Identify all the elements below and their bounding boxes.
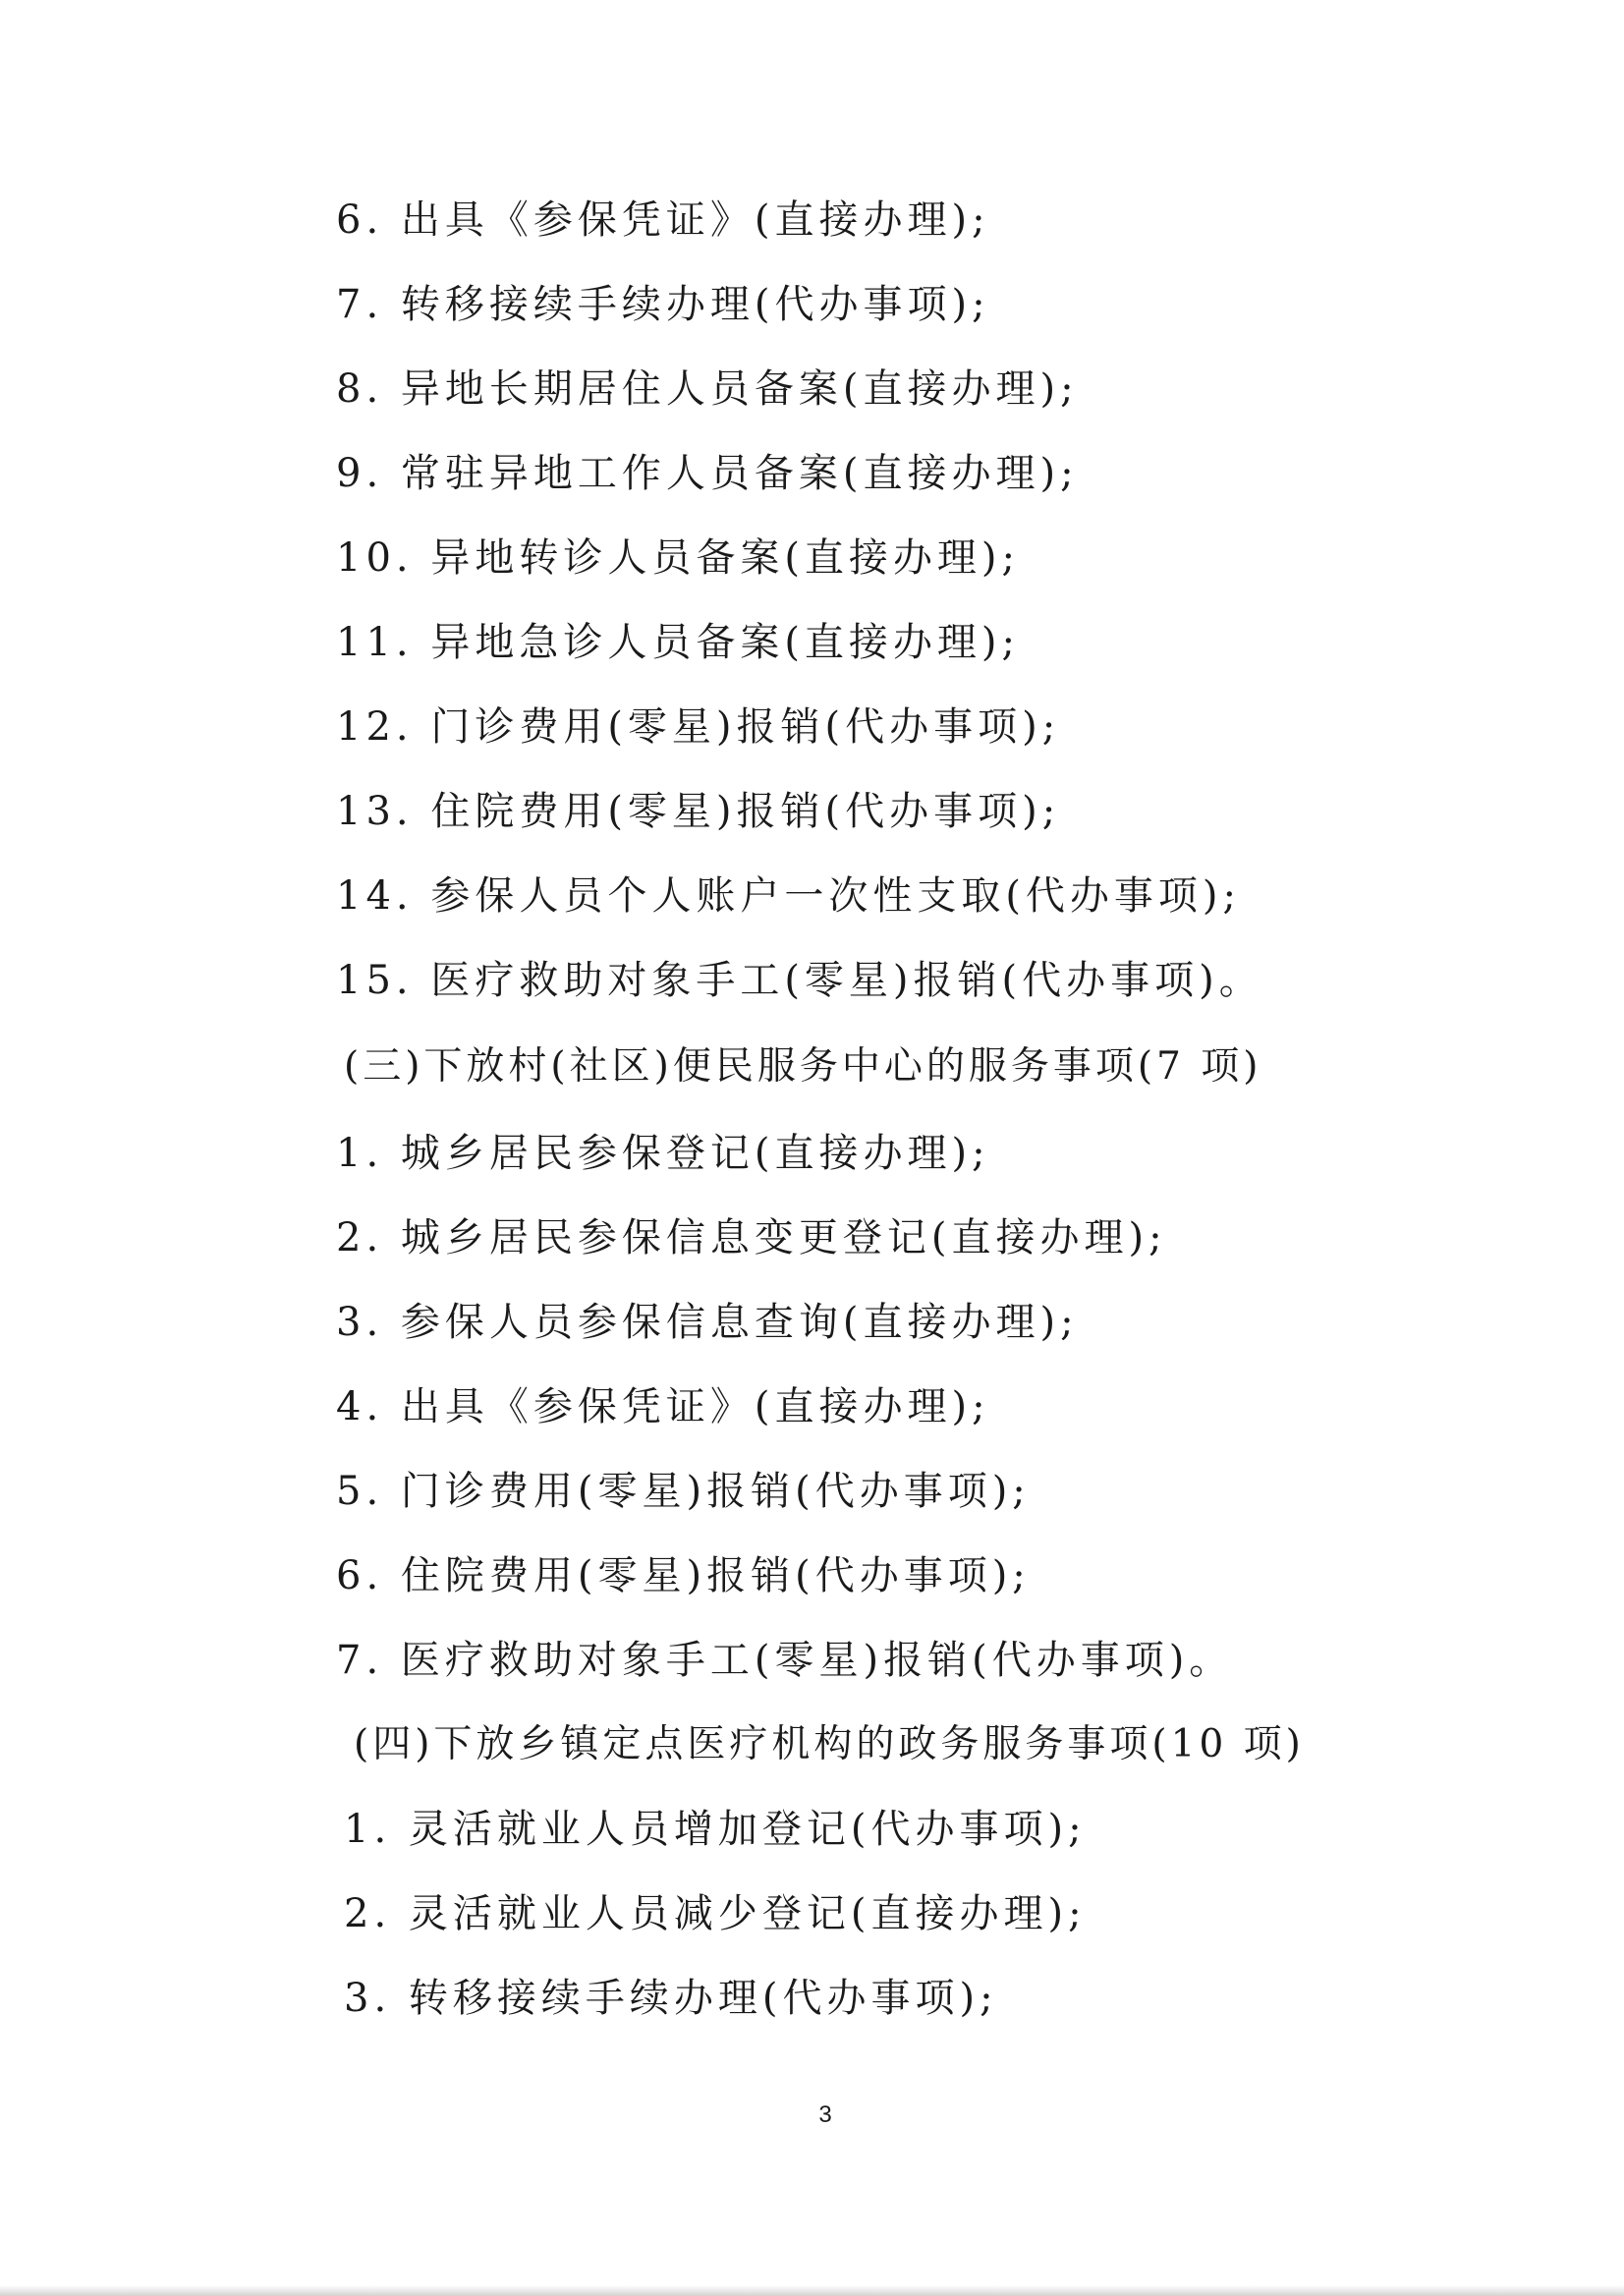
list-item: 2. 城乡居民参保信息变更登记(直接办理);	[336, 1215, 1167, 1260]
list-item: 4. 出具《参保凭证》(直接办理);	[336, 1384, 990, 1429]
list-item: 6. 出具《参保凭证》(直接办理);	[336, 197, 990, 243]
list-item: 10. 异地转诊人员备案(直接办理);	[336, 535, 1021, 581]
page-number: 3	[818, 2101, 832, 2128]
list-item: 7. 转移接续手续办理(代办事项);	[336, 282, 990, 327]
list-item: 5. 门诊费用(零星)报销(代办事项);	[336, 1469, 1031, 1514]
list-item: 7. 医疗救助对象手工(零星)报销(代办事项)。	[336, 1638, 1234, 1683]
list-item: 8. 异地长期居住人员备案(直接办理);	[336, 366, 1079, 412]
list-item: 3. 参保人员参保信息查询(直接办理);	[336, 1300, 1079, 1345]
list-item: 3. 转移接续手续办理(代办事项);	[344, 1976, 998, 2021]
list-item: 9. 常驻异地工作人员备案(直接办理);	[336, 451, 1079, 496]
list-item: 6. 住院费用(零星)报销(代办事项);	[336, 1553, 1031, 1598]
section-heading: (四)下放乡镇定点医疗机构的政务服务事项(10 项)	[354, 1722, 1305, 1766]
scan-bottom-edge	[0, 2285, 1624, 2295]
list-item: 14. 参保人员个人账户一次性支取(代办事项);	[336, 873, 1242, 919]
list-item: 1. 城乡居民参保登记(直接办理);	[336, 1131, 990, 1176]
section-heading: (三)下放村(社区)便民服务中心的服务事项(7 项)	[344, 1044, 1262, 1089]
list-item: 15. 医疗救助对象手工(零星)报销(代办事项)。	[336, 958, 1263, 1003]
list-item: 11. 异地急诊人员备案(直接办理);	[336, 620, 1021, 665]
list-item: 1. 灵活就业人员增加登记(代办事项);	[344, 1807, 1087, 1852]
list-item: 2. 灵活就业人员减少登记(直接办理);	[344, 1891, 1087, 1936]
list-item: 13. 住院费用(零星)报销(代办事项);	[336, 789, 1061, 834]
list-item: 12. 门诊费用(零星)报销(代办事项);	[336, 704, 1061, 750]
